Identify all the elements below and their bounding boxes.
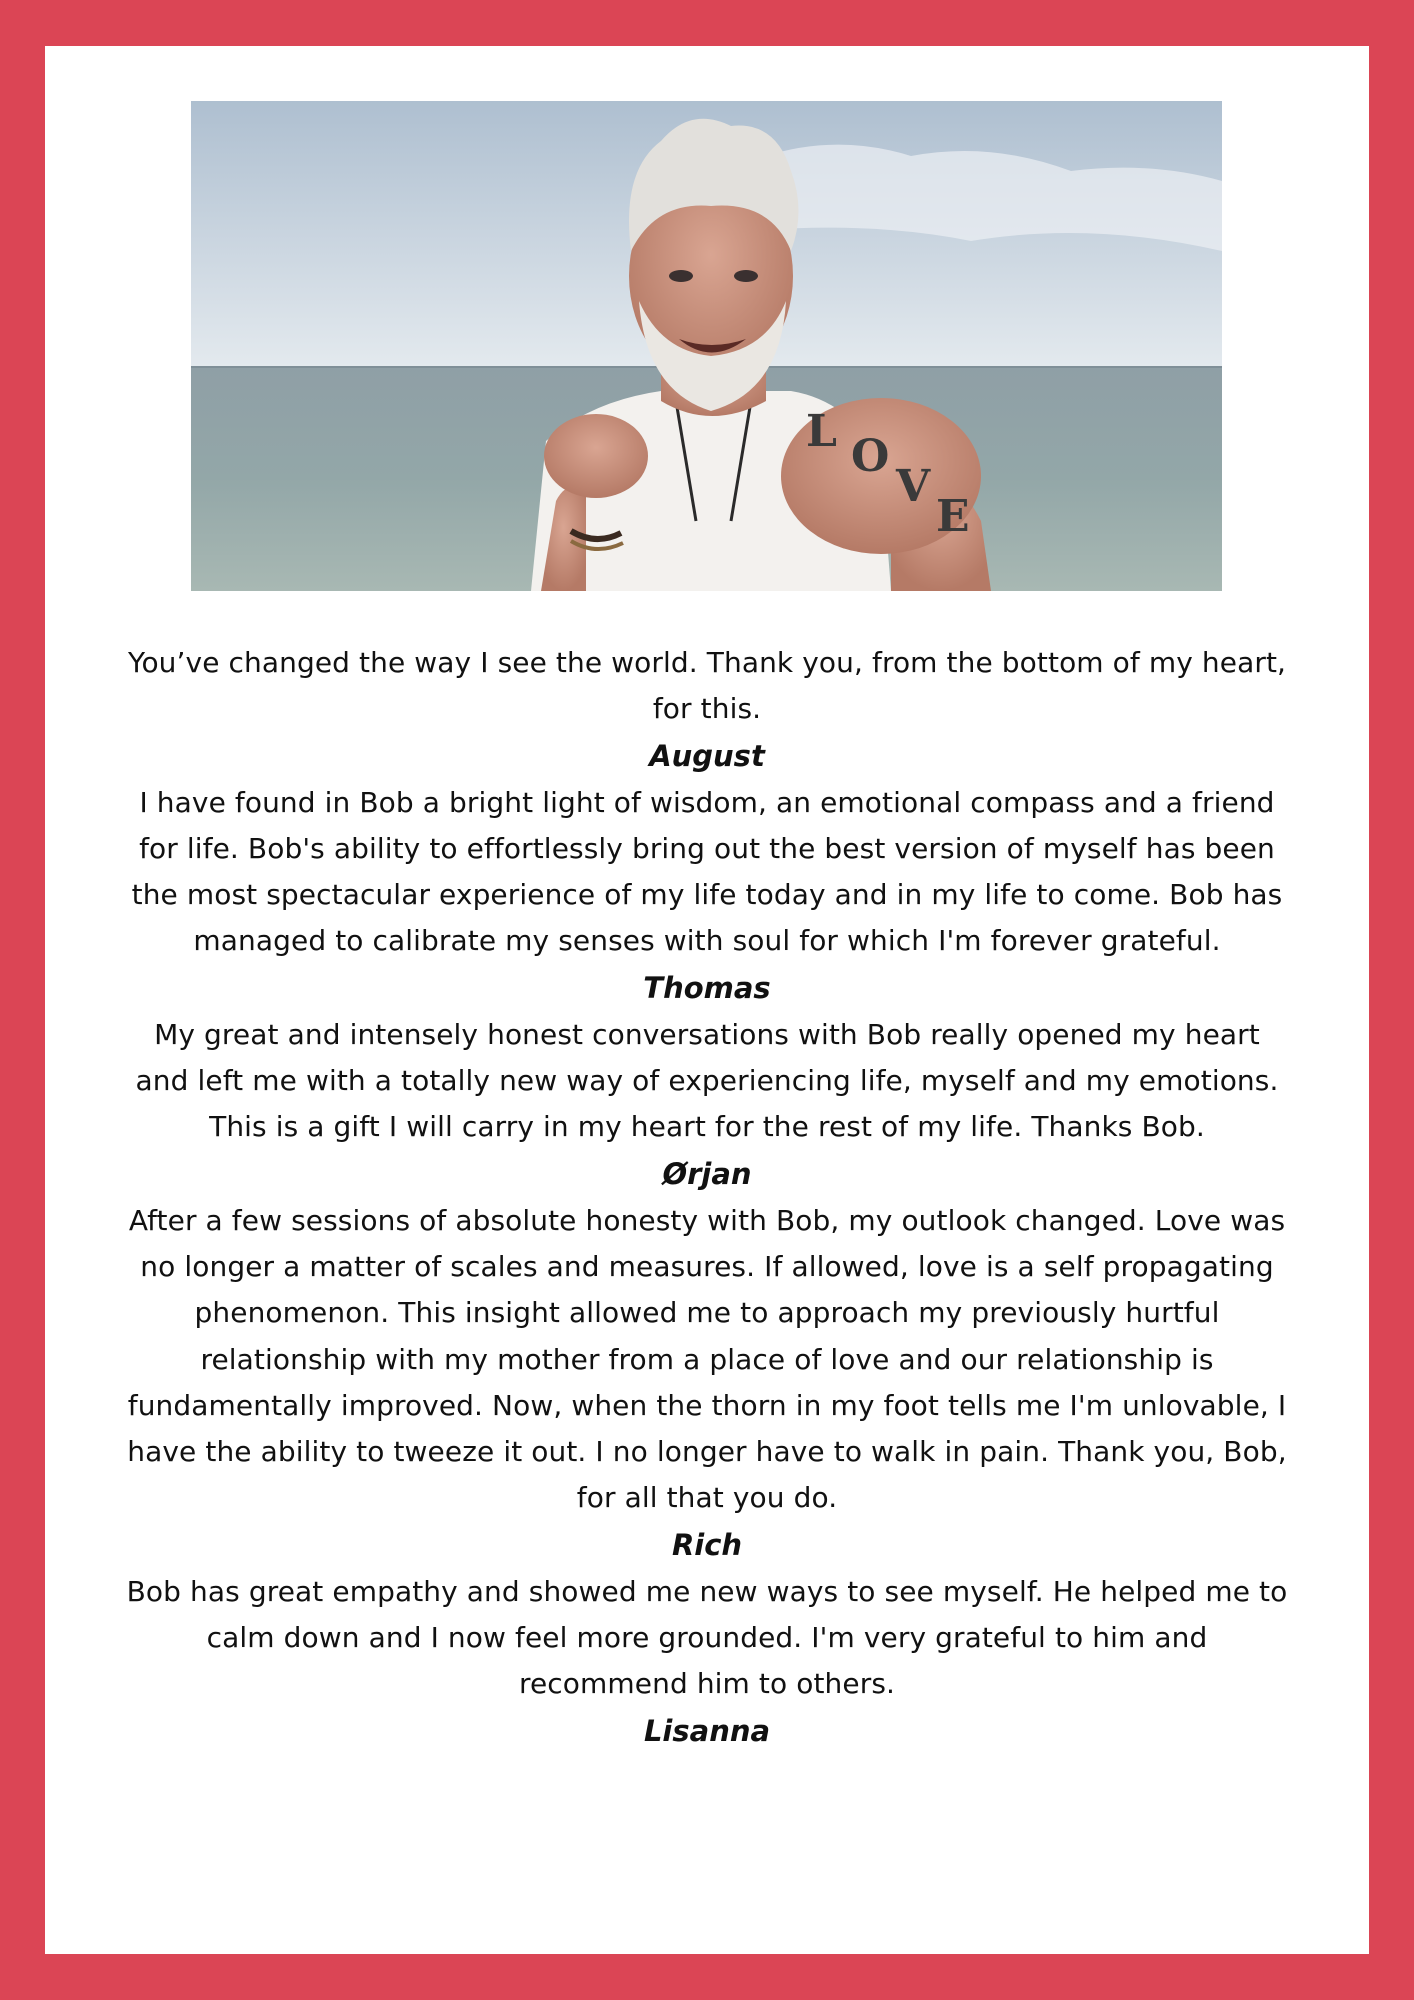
testimonial-author: Rich <box>671 1527 743 1562</box>
testimonial-author: August <box>649 738 765 773</box>
testimonial-quote: I have found in Bob a bright light of wisdom, an emotional compass and a friend for life. Bob's ability to effortlessly bring out the best version of myself has been the most spectacular experience of my life today and in my life to come. Bob has managed to calibrate my senses with soul for which I'm forever grateful. <box>131 785 1283 958</box>
testimonial-quote: Bob has great empathy and showed me new ways to see myself. He helped me to calm down and I now feel more grounded. I'm very grateful to him and recommend him to others. <box>126 1574 1288 1701</box>
hero-photo <box>191 101 1222 591</box>
testimonial-quote: My great and intensely honest conversations with Bob really opened my heart and left me with a totally new way of experiencing life, myself and my emotions. This is a gift I will carry in my heart for the rest of my life. Thanks Bob. <box>135 1017 1279 1144</box>
tattoo-v: V <box>896 461 931 512</box>
testimonial-quote: After a few sessions of absolute honesty with Bob, my outlook changed. Love was no longer a matter of scales and measures. If allowed, love is a self propagating phenomenon. This insight allowed me to approach my previously hurtful relationship with my mother from a place of love and our relationship is fundamentally improved. Now, when the thorn in my foot tells me I'm unlovable, I have the ability to tweeze it out. I no longer have to walk in pain. Thank you, Bob, for all that you do. <box>127 1203 1287 1515</box>
photo-illustration <box>191 101 1222 591</box>
testimonial-author: Lisanna <box>643 1713 771 1748</box>
tattoo-e: E <box>936 491 970 542</box>
tattoo-o: O <box>851 431 890 482</box>
testimonial-quote: You’ve changed the way I see the world. Thank you, from the bottom of my heart, for this. <box>127 646 1287 726</box>
tattoo-l: L <box>806 406 837 457</box>
testimonial-author: Thomas <box>643 970 771 1005</box>
testimonial-card <box>45 46 1369 1954</box>
testimonials-list <box>125 640 1289 1755</box>
testimonial-author: Ørjan <box>662 1156 752 1191</box>
